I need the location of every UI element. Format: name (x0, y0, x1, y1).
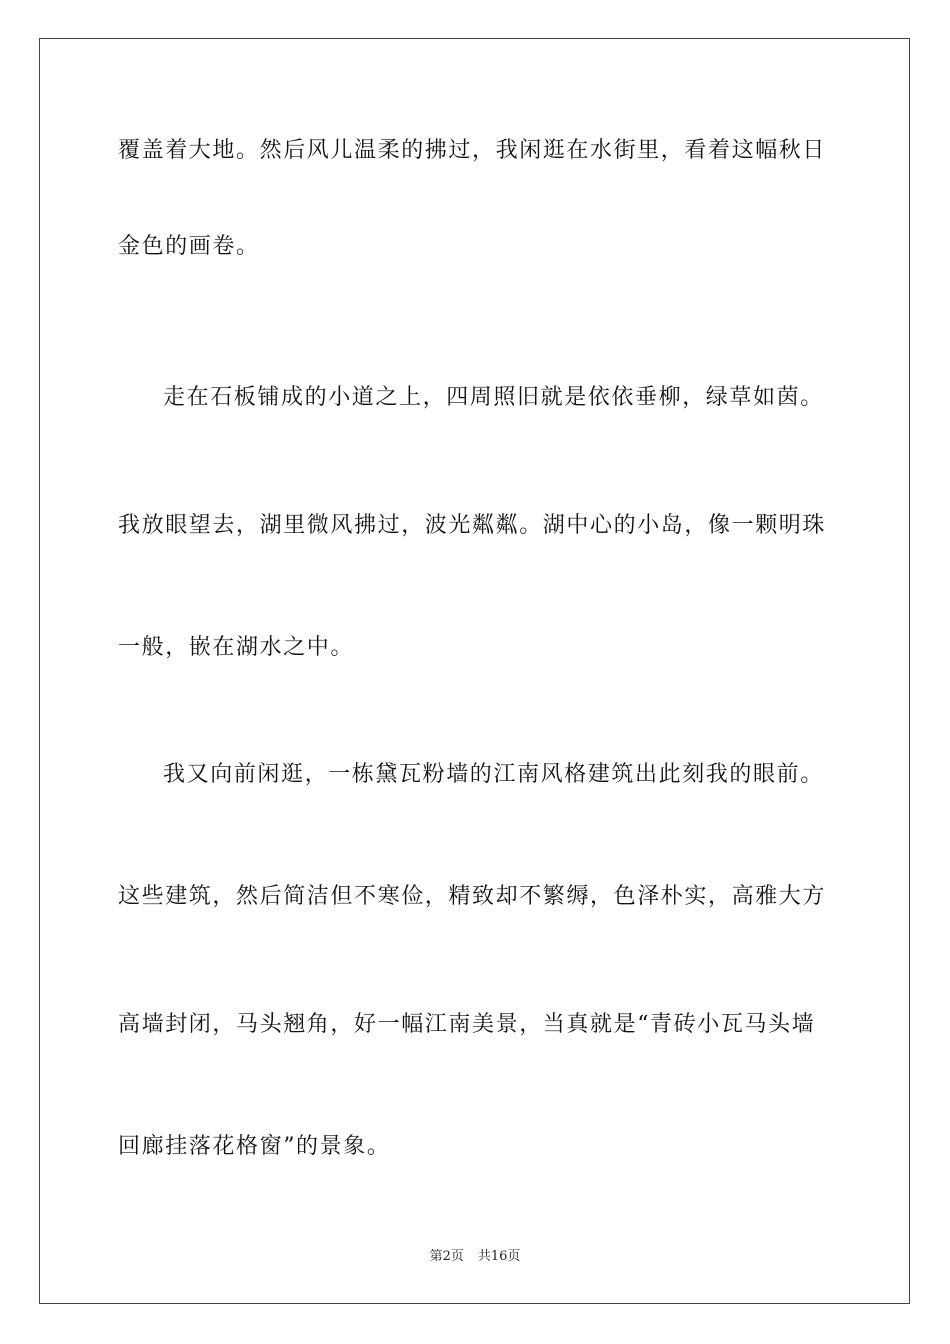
page-total: 共16页 (477, 1249, 521, 1264)
page-footer (0, 1248, 950, 1266)
text-line-6: 我又向前闲逛，一栋黛瓦粉墙的江南风格建筑出此刻我的眼前。 (163, 762, 824, 787)
text-line-2: 金色的画卷。 (118, 234, 260, 259)
text-line-8: 高墙封闭，马头翘角，好一幅江南美景，当真就是“青砖小瓦马头墙 (118, 1012, 816, 1037)
text-line-5: 一般，嵌在湖水之中。 (118, 635, 355, 660)
page-number: 第2页 (429, 1249, 464, 1264)
page-border (39, 38, 910, 1304)
text-line-4: 我放眼望去，湖里微风拂过，波光粼粼。湖中心的小岛，像一颗明珠 (118, 513, 827, 538)
text-line-9: 回廊挂落花格窗”的景象。 (118, 1134, 391, 1159)
text-line-3: 走在石板铺成的小道之上，四周照旧就是依依垂柳，绿草如茵。 (163, 385, 824, 410)
text-line-1: 覆盖着大地。然后风儿温柔的拂过，我闲逛在水街里，看着这幅秋日 (118, 138, 827, 163)
text-line-7: 这些建筑，然后简洁但不寒俭，精致却不繁缛，色泽朴实，高雅大方 (118, 884, 827, 909)
